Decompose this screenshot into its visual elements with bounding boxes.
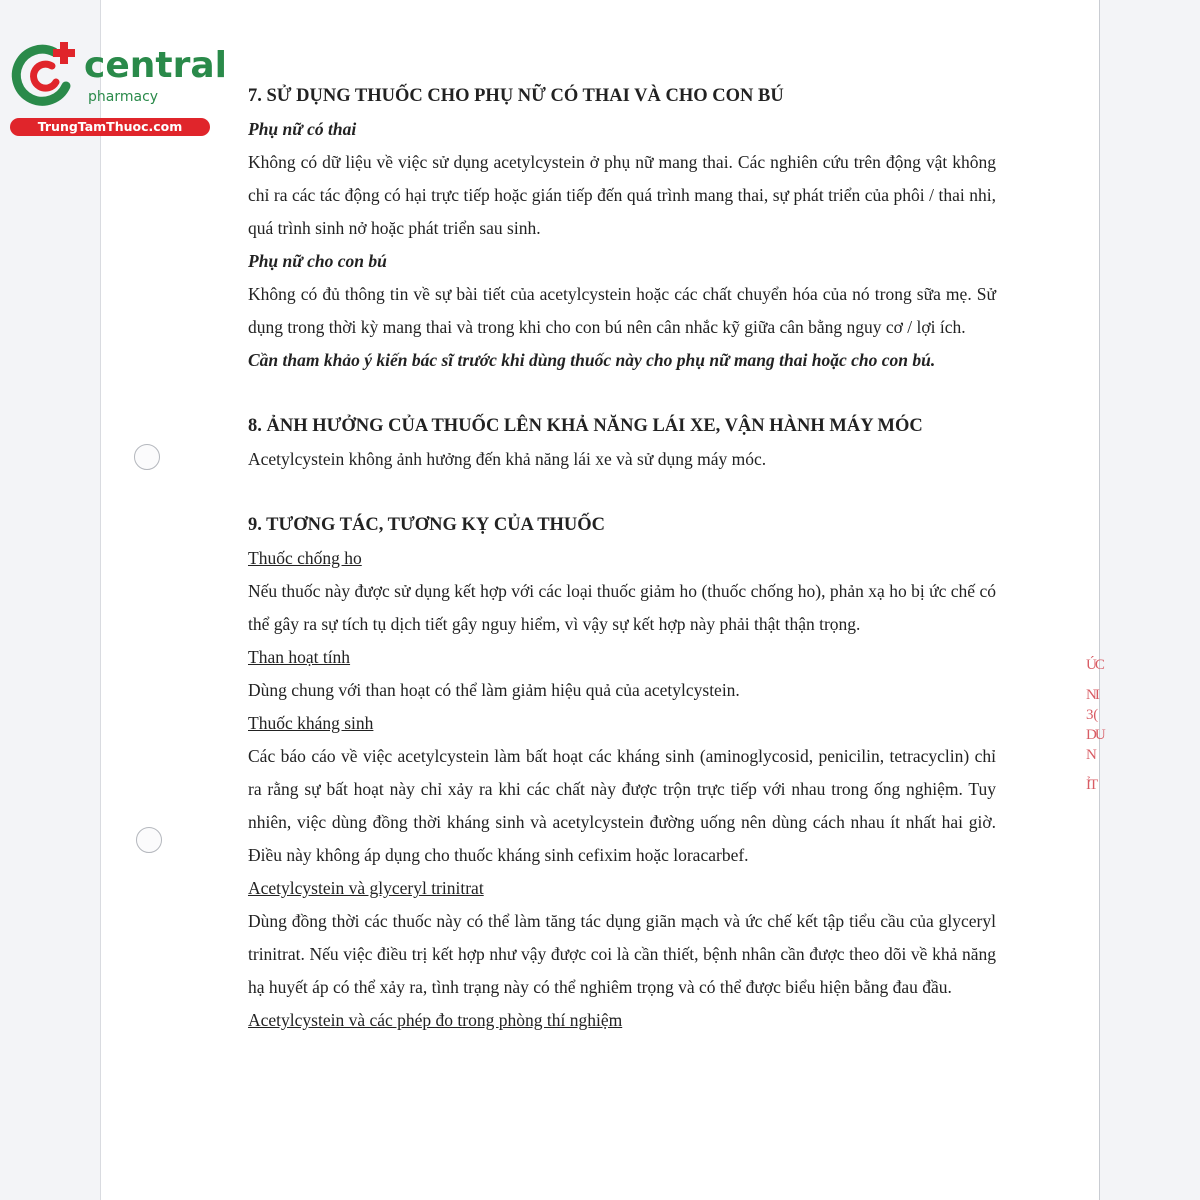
section-8-heading: 8. ẢNH HƯỞNG CỦA THUỐC LÊN KHẢ NĂNG LÁI XE, VẬN HÀNH MÁY MÓC xyxy=(248,416,923,436)
lab-tests-subheading: Acetylcystein và các phép đo trong phòng thí nghiệm xyxy=(248,1010,623,1030)
section-gap xyxy=(248,476,996,509)
stamp-text: N xyxy=(1086,747,1095,763)
charcoal-subheading: Than hoạt tính xyxy=(248,647,351,667)
pharmacy-cross-icon xyxy=(8,38,80,110)
stamp-text: ÚC xyxy=(1086,657,1103,673)
charcoal-paragraph: Dùng chung với than hoạt có thể làm giảm hiệu quả của acetylcystein. xyxy=(248,680,740,700)
section-gap xyxy=(248,377,996,410)
punch-hole-lower xyxy=(136,827,162,853)
red-stamp-fragment xyxy=(1086,655,1102,795)
stamp-text: DU xyxy=(1086,727,1104,743)
punch-hole-upper xyxy=(134,444,160,470)
breastfeeding-paragraph: Không có đủ thông tin về sự bài tiết của acetylcystein hoặc các chất chuyển hóa của nó trong sữa mẹ. Sử dụng trong thời kỳ mang thai và trong khi cho con bú nên cân nhắc kỹ giữa cân bằng nguy cơ / lợi ích. xyxy=(248,284,996,337)
document-content xyxy=(248,80,996,1037)
doctor-advice-note: Cần tham khảo ý kiến bác sĩ trước khi dùng thuốc này cho phụ nữ mang thai hoặc cho con bú. xyxy=(248,350,936,370)
antibiotics-subheading: Thuốc kháng sinh xyxy=(248,713,374,733)
logo-name: central xyxy=(84,45,227,86)
stamp-text: 3 ( xyxy=(1086,707,1097,723)
antitussive-paragraph: Nếu thuốc này được sử dụng kết hợp với các loại thuốc giảm ho (thuốc chống ho), phản xạ ho bị ức chế có thể gây ra sự tích tụ dịch tiết gây nguy hiểm, vì vậy sự kết hợp này phải thật thận trọng. xyxy=(248,581,996,634)
antitussive-subheading: Thuốc chống ho xyxy=(248,548,362,568)
driving-paragraph: Acetylcystein không ảnh hưởng đến khả năng lái xe và sử dụng máy móc. xyxy=(248,449,767,469)
glyceryl-trinitrate-subheading: Acetylcystein và glyceryl trinitrat xyxy=(248,878,484,898)
pregnant-paragraph: Không có dữ liệu về việc sử dụng acetylcystein ở phụ nữ mang thai. Các nghiên cứu trên động vật không chỉ ra các tác động có hại trực tiếp hoặc gián tiếp đến quá trình mang thai, sự phát triển của phôi / thai nhi, quá trình sinh nở hoặc phát triển sau sinh. xyxy=(248,152,996,238)
central-pharmacy-logo xyxy=(8,38,227,138)
logo-url-bar: TrungTamThuoc.com xyxy=(10,118,210,136)
antibiotics-paragraph: Các báo cáo về việc acetylcystein làm bất hoạt các kháng sinh (aminoglycosid, penicilin, tetracyclin) chỉ ra rằng sự bất hoạt này chỉ xảy ra khi các chất này được trộn trực tiếp với nhau trong ống nghiệm. Tuy nhiên, việc dùng đồng thời kháng sinh và acetylcystein đường uống nên dùng cách nhau ít nhất hai giờ. Điều này không áp dụng cho thuốc kháng sinh cefixim hoặc loracarbef. xyxy=(248,746,996,865)
section-9-heading: 9. TƯƠNG TÁC, TƯƠNG KỴ CỦA THUỐC xyxy=(248,515,606,535)
stamp-text: ỈT xyxy=(1086,777,1097,793)
glyceryl-trinitrate-paragraph: Dùng đồng thời các thuốc này có thể làm tăng tác dụng giãn mạch và ức chế kết tập tiểu cầu của glyceryl trinitrat. Nếu việc điều trị kết hợp như vậy được coi là cần thiết, bệnh nhân cần được theo dõi về khả năng hạ huyết áp có thể xảy ra, tình trạng này có thể nghiêm trọng và có thể được biểu hiện bằng đau đầu. xyxy=(248,911,996,997)
breastfeeding-subheading: Phụ nữ cho con bú xyxy=(248,251,387,271)
logo-tagline: pharmacy xyxy=(88,89,159,105)
section-7-heading: 7. SỬ DỤNG THUỐC CHO PHỤ NỮ CÓ THAI VÀ CHO CON BÚ xyxy=(248,86,784,106)
stamp-text: NI xyxy=(1086,687,1098,703)
pregnant-subheading: Phụ nữ có thai xyxy=(248,119,357,139)
